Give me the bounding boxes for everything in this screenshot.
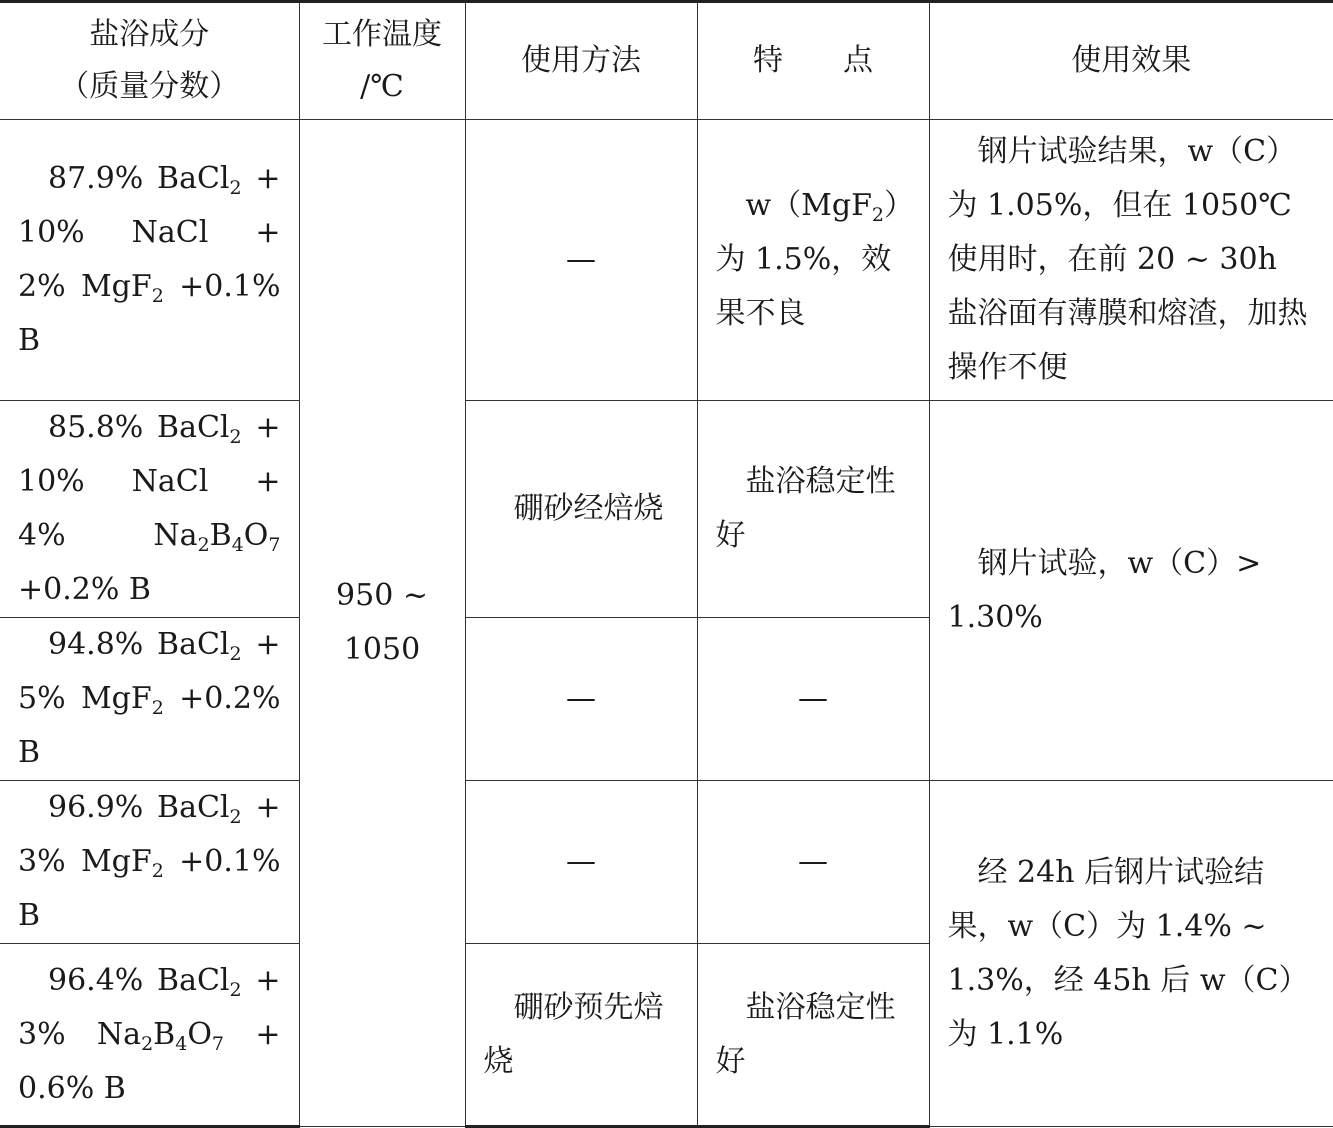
header-temperature: [299, 2, 465, 120]
method-cell: —: [465, 781, 697, 944]
header-composition-line2: （质量分数）: [59, 69, 240, 104]
composition-cell: 85.8% BaCl$_2$ + 10% NaCl + 4% $Na_2B_4O_7 +0.2\%$ B: [0, 401, 299, 618]
header-composition-line1: 盐浴成分: [89, 17, 210, 52]
header-effect: 使用效果: [929, 2, 1333, 120]
method-cell: —: [465, 120, 697, 401]
composition-cell: 96.4% BaCl$_2$ + 3% $Na_2B_4O_7$ + 0.6% B: [0, 944, 299, 1127]
effect-cell: 经 24h 后钢片试验结果，w（C）为 1.4% ~ 1.3%，经 45h 后 w（C）为 1.1%: [929, 781, 1333, 1127]
effect-cell: 钢片试验，w（C）> 1.30%: [929, 401, 1333, 781]
feature-cell: 盐浴稳定性好: [697, 944, 929, 1127]
table-row: [0, 120, 1333, 401]
feature-cell: w（MgF$_2$）为 1.5%，效果不良: [697, 120, 929, 401]
header-row: [0, 2, 1333, 120]
composition-cell: 87.9% BaCl$_2$ + 10% NaCl + 2% MgF$_2$ +0.1% B: [0, 120, 299, 401]
method-cell: 硼砂预先焙烧: [465, 944, 697, 1127]
effect-cell: 钢片试验结果，w（C）为 1.05%，但在 1050℃使用时，在前 20 ~ 30h 盐浴面有薄膜和熔渣，加热操作不便: [929, 120, 1333, 401]
composition-cell: 96.9% BaCl$_2$ + 3% MgF$_2$ +0.1% B: [0, 781, 299, 944]
header-composition: [0, 2, 299, 120]
feature-cell: —: [697, 781, 929, 944]
method-cell: —: [465, 618, 697, 781]
header-temperature-line1: 工作温度: [322, 17, 442, 52]
composition-cell: 94.8% BaCl$_2$ + 5% MgF$_2$ +0.2% B: [0, 618, 299, 781]
method-cell: 硼砂经焙烧: [465, 401, 697, 618]
table-row: [0, 401, 1333, 618]
feature-cell: —: [697, 618, 929, 781]
header-method: 使用方法: [465, 2, 697, 120]
feature-cell: 盐浴稳定性好: [697, 401, 929, 618]
temperature-cell: 950 ~ 1050: [299, 120, 465, 1127]
header-feature: 特 点: [697, 2, 929, 120]
table-row: [0, 781, 1333, 944]
header-temperature-line2: /℃: [360, 69, 404, 104]
